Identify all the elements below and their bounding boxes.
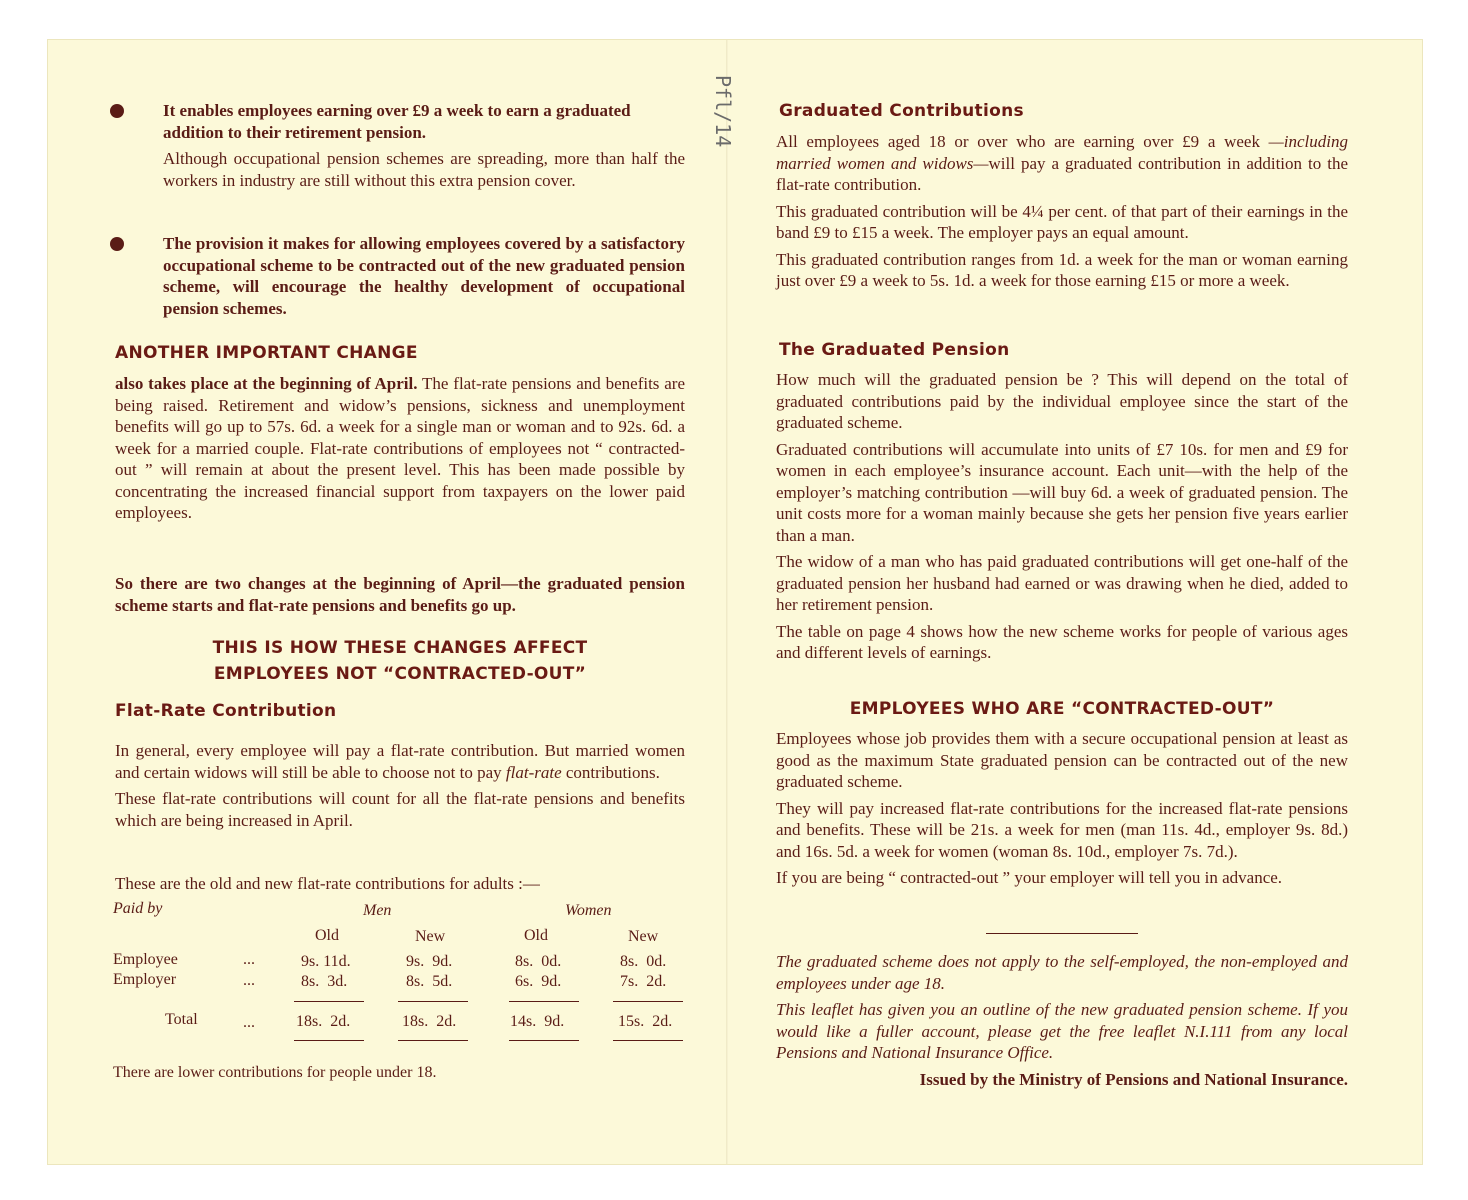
table-new-women: New — [628, 928, 659, 945]
bullet-text: The provision it makes for allowing employees covered by a satisfactory occupational scheme to be contracted out of the new graduated pension scheme, will encourage the healthy development of occupational pension schemes. — [163, 234, 685, 318]
table-row-label: Employee — [113, 951, 178, 968]
heading-not-contracted-out: EMPLOYEES NOT “CONTRACTED-OUT” — [213, 664, 587, 684]
rule — [613, 1040, 683, 1041]
heading-another-change: ANOTHER IMPORTANT CHANGE — [115, 343, 418, 363]
table-cell: 8s. 0d. — [620, 953, 667, 970]
contrib-text: All employees aged 18 or over who are earning over £9 a week — [776, 132, 1269, 151]
change-body: The flat-rate pensions and benefits are being raised. Retirement and widow’s pensions, sickness and unemployment benefits will go up to 57s. 6d. a week for a single man or woman and to 92s. 6d. a week for a married couple. Flat-rate contributions of employees not “ contracted-out ” will remain at about the present level. This has been made possible by concentrating the increased financial support from taxpayers on the lower paid employees. — [115, 374, 686, 522]
contrib-paragraph-3: This graduated contribution ranges from 1d. a week for the man or woman earning just over £9 a week to 5s. 1d. a week for those earning £15 or more a week. — [776, 249, 1348, 290]
contrib-paragraph-1 — [776, 131, 1348, 196]
heading-flat-rate: Flat-Rate Contribution — [115, 701, 337, 721]
contrib-text-end: will pay a graduated contribution in addition to the flat-rate contribution. — [776, 153, 1348, 194]
flat-rate-count-paragraph: These flat-rate contributions will count for all the flat-rate pensions and benefits which are being increased in April. — [115, 789, 685, 830]
bullet-body: Although occupational pension schemes are spreading, more than half the workers in industry are still without this extra pension cover. — [163, 149, 685, 190]
table-men: Men — [363, 902, 392, 919]
rule — [294, 1040, 364, 1041]
rule — [398, 1001, 468, 1002]
leaflet-ref: N.I.111 — [1183, 1021, 1233, 1041]
table-row-dots: ... — [243, 972, 255, 989]
summary-paragraph: So there are two changes at the beginning of April—the graduated pension scheme starts and flat-rate pensions and benefits go up. — [115, 574, 685, 615]
note-text-end: from any local Pensions and National Insurance Office. — [776, 1021, 1348, 1062]
note-fuller-account — [776, 999, 1348, 1064]
table-intro: These are the old and new flat-rate contributions for adults :— — [115, 874, 540, 893]
table-total-cell: 15s. 2d. — [618, 1013, 673, 1030]
pension-paragraph-2: Graduated contributions will accumulate into units of £7 10s. for men and £9 for women in each employee’s insurance account. Each unit—with the help of the employer’s matching contribution —will buy 6d. a week of graduated pension. The unit costs more for a woman mainly because she gets her pension five years earlier than a man. — [776, 439, 1348, 545]
table-paid-by: Paid by — [113, 900, 163, 917]
handwritten-annotation: Pfl/14 — [711, 75, 735, 148]
issued-by: Issued by the Ministry of Pensions and National Insurance. — [919, 1069, 1348, 1089]
table-women: Women — [565, 902, 612, 919]
table-cell: 9s. 9d. — [406, 953, 453, 970]
table-total-label: Total — [165, 1011, 198, 1028]
table-old-women: Old — [524, 927, 548, 944]
heading-contracted-out: EMPLOYEES WHO ARE “CONTRACTED-OUT” — [849, 699, 1275, 719]
heading-changes-affect: THIS IS HOW THESE CHANGES AFFECT — [212, 638, 588, 658]
contribution-table — [113, 900, 688, 1060]
contrib-paragraph-2: This graduated contribution will be 4¼ per cent. of that part of their earnings in the band £9 to £15 a week. The employer pays an equal amount. — [776, 201, 1348, 242]
contracted-paragraph-3: If you are being “ contracted-out ” your employer will tell you in advance. — [776, 868, 1283, 887]
table-cell: 6s. 9d. — [515, 973, 562, 990]
flat-rate-text-end: contributions. — [561, 762, 660, 782]
contracted-paragraph-2: They will pay increased flat-rate contributions for the increased flat-rate pensions and benefits. These will be 21s. a week for men (man 11s. 4d., employer 9s. 8d.) and 16s. 5d. a week for women (woman 8s. 10d., employer 7s. 7d.). — [776, 798, 1348, 861]
table-cell: 7s. 2d. — [620, 973, 667, 990]
contracted-paragraph-1: Employees whose job provides them with a secure occupational pension at least as good as the maximum State graduated pension can be contracted out of the new graduated scheme. — [776, 729, 1348, 791]
change-lead: also takes place at the beginning of April. — [115, 374, 418, 393]
bullet-dot-icon — [110, 237, 124, 251]
table-cell: 8s. 3d. — [301, 973, 348, 990]
flat-rate-text: In general, every employee will pay a flat-rate contribution. But married women and certain widows will still be able to choose not to pay — [115, 741, 685, 782]
table-old-men: Old — [315, 927, 339, 944]
table-new-men: New — [415, 928, 446, 945]
table-total-cell: 18s. 2d. — [402, 1013, 457, 1030]
bullet-item-contracting — [110, 233, 685, 319]
rule — [398, 1040, 468, 1041]
note-text: This leaflet has given you an outline of the new graduated pension scheme. If you would like a fuller account, please get the free leaflet — [776, 1000, 1348, 1041]
flat-rate-italic: flat-rate — [505, 762, 562, 782]
heading-graduated-contributions: Graduated Contributions — [779, 101, 1024, 121]
heading-graduated-pension: The Graduated Pension — [779, 340, 1010, 360]
bullet-text: It enables employees earning over £9 a week to earn a graduated addition to their retirement pension. — [163, 101, 631, 142]
rule — [294, 1001, 364, 1002]
table-total-cell: 14s. 9d. — [510, 1013, 565, 1030]
rule — [613, 1001, 683, 1002]
pension-paragraph-4: The table on page 4 shows how the new scheme works for people of various ages and different levels of earnings. — [776, 621, 1348, 662]
flat-rate-paragraph — [115, 740, 685, 783]
table-row-label: Employer — [113, 971, 177, 988]
divider-rule — [986, 933, 1138, 934]
change-paragraph — [115, 373, 685, 524]
rule — [509, 1001, 579, 1002]
table-row-dots: ... — [243, 951, 255, 968]
table-cell: 8s. 5d. — [406, 973, 453, 990]
note-self-employed: The graduated scheme does not apply to the self-employed, the non-employed and employees under age 18. — [776, 952, 1348, 993]
table-row-dots: ... — [243, 1014, 255, 1031]
pension-paragraph-3: The widow of a man who has paid graduated contributions will get one-half of the graduated pension her husband had earned or was drawing when he died, added to her retirement pension. — [776, 552, 1348, 614]
fold-line — [726, 40, 728, 1164]
contrib-italic: —including married women and widows— — [776, 132, 1348, 173]
pension-paragraph-1: How much will the graduated pension be ? This will depend on the total of graduated contributions paid by the individual employee since the start of the graduated scheme. — [776, 370, 1348, 432]
bullet-dot-icon — [110, 104, 124, 118]
rule — [509, 1040, 579, 1041]
table-total-cell: 18s. 2d. — [296, 1013, 351, 1030]
table-cell: 9s. 11d. — [301, 953, 351, 970]
bullet-item-graduated — [110, 100, 685, 191]
footnote-under-18: There are lower contributions for people under 18. — [113, 1064, 437, 1081]
table-cell: 8s. 0d. — [515, 953, 562, 970]
